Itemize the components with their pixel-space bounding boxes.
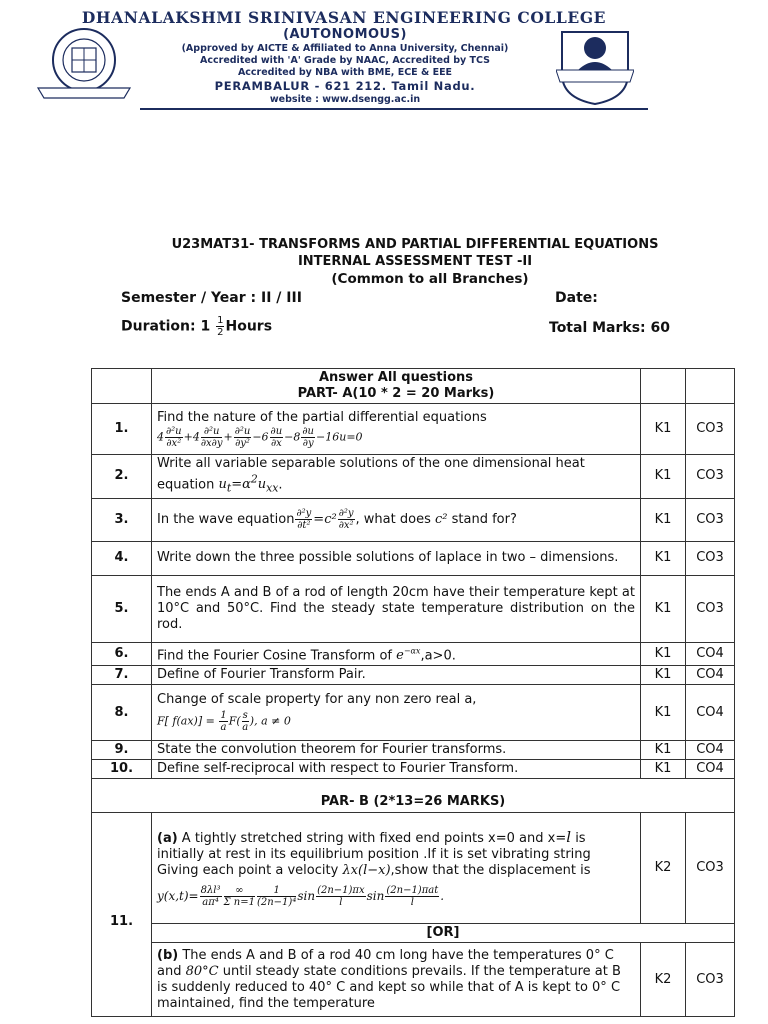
question-text bbox=[152, 642, 641, 665]
question-2-equation: $u_t=\alpha^2u_{xx}$ bbox=[218, 473, 279, 495]
question-number: 4. bbox=[92, 541, 152, 575]
total-marks: Total Marks: 60 bbox=[549, 320, 671, 336]
header-rule bbox=[140, 108, 648, 110]
header-blank-cell bbox=[92, 369, 152, 404]
question-11a-text1: A tightly stretched string with fixed end points x=0 and x= bbox=[181, 830, 567, 846]
college-name: DHANALAKSHMI SRINIVASAN ENGINEERING COLLEGE bbox=[81, 8, 607, 27]
question-table bbox=[91, 368, 735, 1017]
question-row-8 bbox=[92, 685, 735, 741]
dhanalakshmi-emblem-logo bbox=[556, 24, 634, 106]
question-text bbox=[152, 943, 641, 1017]
knowledge-level: K1 bbox=[641, 455, 686, 499]
knowledge-level: K1 bbox=[641, 642, 686, 665]
course-outcome: CO4 bbox=[686, 685, 735, 741]
knowledge-level: K2 bbox=[641, 813, 686, 924]
question-11b-text2: until steady state conditions prevails. If the temperature at B is suddenly reduced to 40° C and kept so while that of A is kept to 0° C maintained, find the temperature bbox=[157, 963, 621, 1011]
nba-line: Accredited by NBA with BME, ECE & EEE bbox=[237, 67, 453, 78]
question-row-6 bbox=[92, 642, 735, 665]
question-11a-text3: ,show that the displacement is bbox=[390, 862, 591, 878]
duration-prefix: Duration: 1 bbox=[121, 318, 211, 335]
approval-line: (Approved by AICTE & Affiliated to Anna University, Chennai) bbox=[181, 43, 509, 54]
question-11b-text1: The ends A and B of a rod 40 cm long have the temperatures 0° C and bbox=[157, 947, 614, 979]
question-3-symbol: c² bbox=[434, 512, 448, 528]
question-text: Define of Fourier Transform Pair. bbox=[152, 666, 641, 685]
knowledge-level: K1 bbox=[641, 498, 686, 541]
question-11a-text2: is initially at rest in its equilibrium position .If it is set vibrating string Giving each point a velocity bbox=[157, 830, 591, 878]
duration-fraction bbox=[216, 315, 224, 338]
question-row-3 bbox=[92, 498, 735, 541]
course-outcome: CO3 bbox=[686, 943, 735, 1017]
question-row-2 bbox=[92, 455, 735, 499]
part-b-heading: PAR- B (2*13=26 MARKS) bbox=[92, 779, 735, 813]
course-outcome: CO3 bbox=[686, 813, 735, 924]
course-outcome: CO3 bbox=[686, 498, 735, 541]
knowledge-level: K1 bbox=[641, 685, 686, 741]
question-number: 1. bbox=[92, 404, 152, 455]
question-text bbox=[152, 813, 641, 924]
duration-suffix: Hours bbox=[225, 318, 273, 335]
course-outcome: CO3 bbox=[686, 575, 735, 642]
course-outcome: CO3 bbox=[686, 455, 735, 499]
question-11a-label: (a) bbox=[157, 830, 178, 846]
question-row-11a bbox=[92, 813, 735, 924]
part-a-heading bbox=[152, 369, 641, 404]
test-title: INTERNAL ASSESSMENT TEST -II bbox=[297, 254, 533, 269]
question-text: Write all variable separable solutions of the one dimensional heat equation $u_t=\alpha^2u_{xx}$. bbox=[152, 455, 641, 499]
question-8-equation: F[ f(ax)] = $\frac{1}{a}$ F( $\frac{s}{a}$ ), a ≠ 0 bbox=[157, 710, 291, 734]
header-blank-cell bbox=[686, 369, 735, 404]
question-number: 9. bbox=[92, 741, 152, 760]
question-number: 10. bbox=[92, 760, 152, 779]
knowledge-level: K2 bbox=[641, 943, 686, 1017]
question-number: 11. bbox=[92, 813, 152, 1017]
question-number: 8. bbox=[92, 685, 152, 741]
or-label: [OR] bbox=[152, 924, 735, 943]
question-6-expression: $e^{-\alpha x}$ bbox=[396, 646, 421, 664]
question-row-7 bbox=[92, 666, 735, 685]
question-text: State the convolution theorem for Fourier transforms. bbox=[152, 741, 641, 760]
knowledge-level: K1 bbox=[641, 575, 686, 642]
question-1-equation: 4 $\frac{\text{∂²u}}{\text{∂x²}}$ +4 $\frac{\text{∂²u}}{\partial x\partial y}$ + $\frac{\text{∂²u}}{\text{∂y²}}$ −6 $\frac{\partial u}{\partial x}$ −8 $\frac{\partial u}{\partial y}$ −16u=0 bbox=[157, 425, 363, 449]
question-6-stem-pre: Find the Fourier Cosine Transform of bbox=[157, 648, 392, 664]
knowledge-level: K1 bbox=[641, 760, 686, 779]
autonomous-label: (AUTONOMOUS) bbox=[283, 27, 407, 42]
question-row-1 bbox=[92, 404, 735, 455]
course-outcome: CO4 bbox=[686, 642, 735, 665]
question-number: 6. bbox=[92, 642, 152, 665]
part-a-title: PART- A(10 * 2 = 20 Marks) bbox=[297, 386, 495, 401]
common-note: (Common to all Branches) bbox=[331, 271, 529, 287]
knowledge-level: K1 bbox=[641, 404, 686, 455]
part-b-header-row bbox=[92, 779, 735, 813]
date-label: Date: bbox=[555, 290, 598, 306]
question-text: Define self-reciprocal with respect to Fourier Transform. bbox=[152, 760, 641, 779]
question-row-10 bbox=[92, 760, 735, 779]
college-seal-logo bbox=[32, 26, 136, 102]
duration bbox=[121, 315, 272, 338]
temperature-80c: 80°C bbox=[185, 963, 219, 979]
header-blank-cell bbox=[641, 369, 686, 404]
course-outcome: CO4 bbox=[686, 666, 735, 685]
or-row bbox=[92, 924, 735, 943]
question-3-equation: $\frac{\text{∂²y}}{\text{∂t²}}$ =c² $\frac{\text{∂²y}}{\text{∂x²}}$ bbox=[296, 508, 354, 532]
question-row-11b bbox=[92, 943, 735, 1017]
velocity-expression: λx(l−x) bbox=[342, 862, 391, 878]
answer-all-label: Answer All questions bbox=[318, 370, 474, 385]
question-text: The ends A and B of a rod of length 20cm have their temperature kept at 10°C and 50°C. Find the steady state temperature distribution on the rod. bbox=[152, 575, 641, 642]
question-number: 7. bbox=[92, 666, 152, 685]
displacement-equation: y(x,t)= $\frac{\text{8λl³}}{\text{aπ⁴}}$ ∞ Σ n=1 $\frac{1}{\text{(2n−1)⁴}}$ sin $\frac{(2n-1)\pi x}{l}$ sin (2n−1)πat l . bbox=[157, 884, 445, 908]
question-row-9 bbox=[92, 741, 735, 760]
question-1-stem: Find the nature of the partial differential equations bbox=[157, 409, 487, 425]
question-text bbox=[152, 498, 641, 541]
question-text: Write down the three possible solutions of laplace in two – dimensions. bbox=[152, 541, 641, 575]
course-outcome: CO4 bbox=[686, 760, 735, 779]
knowledge-level: K1 bbox=[641, 666, 686, 685]
question-3-stem-post: , what does bbox=[355, 512, 431, 528]
question-text bbox=[152, 685, 641, 741]
course-title: U23MAT31- TRANSFORMS AND PARTIAL DIFFERENTIAL EQUATIONS bbox=[171, 237, 659, 252]
knowledge-level: K1 bbox=[641, 741, 686, 760]
length-symbol-l: l bbox=[566, 827, 572, 846]
question-3-stem-end: stand for? bbox=[451, 512, 517, 528]
knowledge-level: K1 bbox=[641, 541, 686, 575]
semester-year: Semester / Year : II / III bbox=[121, 290, 302, 306]
course-outcome: CO3 bbox=[686, 404, 735, 455]
question-6-stem-post: ,a>0. bbox=[420, 648, 456, 664]
question-number: 2. bbox=[92, 455, 152, 499]
question-11b-label: (b) bbox=[157, 947, 179, 963]
question-row-4 bbox=[92, 541, 735, 575]
duration-fraction-den: 2 bbox=[217, 327, 224, 338]
course-outcome: CO4 bbox=[686, 741, 735, 760]
college-website: website : www.dsengg.ac.in bbox=[269, 94, 421, 105]
question-8-stem: Change of scale property for any non zero real a, bbox=[157, 692, 477, 708]
question-number: 3. bbox=[92, 498, 152, 541]
question-number: 5. bbox=[92, 575, 152, 642]
part-a-header-row bbox=[92, 369, 735, 404]
question-2-stem: Write all variable separable solutions of the one dimensional heat equation bbox=[157, 456, 585, 493]
duration-fraction-num: 1 bbox=[217, 315, 224, 326]
naac-line: Accredited with 'A' Grade by NAAC, Accredited by TCS bbox=[200, 55, 490, 66]
course-outcome: CO3 bbox=[686, 541, 735, 575]
question-3-stem-pre: In the wave equation bbox=[157, 512, 295, 528]
question-text bbox=[152, 404, 641, 455]
question-row-5 bbox=[92, 575, 735, 642]
college-address: PERAMBALUR - 621 212. Tamil Nadu. bbox=[214, 79, 476, 93]
question-11a-body bbox=[157, 829, 635, 879]
